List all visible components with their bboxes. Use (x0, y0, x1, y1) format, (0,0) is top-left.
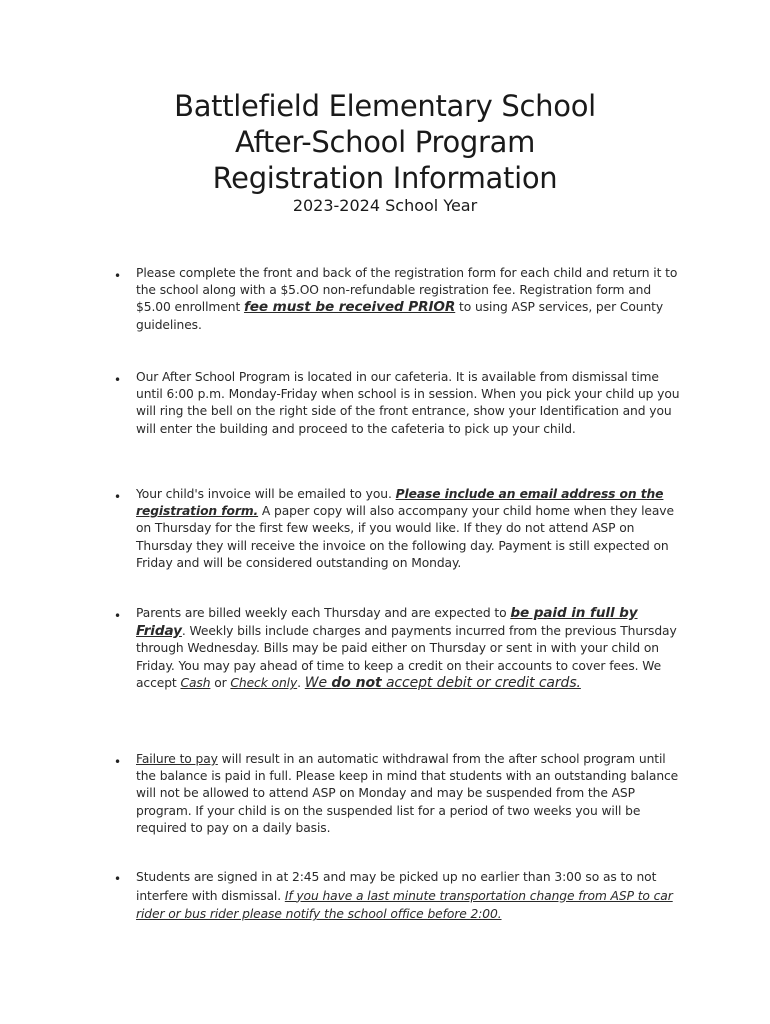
emphasis-fee-prior: fee must be received PRIOR (243, 299, 456, 316)
emphasis-email: Please include an email address on the registration form. (136, 487, 664, 519)
bullet-icon: • (114, 872, 122, 886)
school-name: Battlefield Elementary School (174, 89, 596, 123)
list-item-text: Students are signed in at 2:45 and may be picked up no earlier than 3:00 so as to not interfere with dismissal. If you have a last minute transportation change from ASP to car rider or bus rider please notify the school office before 2:00. (136, 870, 673, 921)
emphasis-transportation-change: If you have a last minute transportation change from ASP to car rider or bus rider please notify the school office before 2:00. (136, 888, 673, 921)
list-item-text: Parents are billed weekly each Thursday and are expected to be paid in full by Friday. Weekly bills include charges and payments incurred from the previous Thursday through Wednesday. Bills may be paid either on Thursday or sent in with your child on Friday. You may pay ahead of time to keep a credit on their accounts to cover fees. We accept Cash or Check only. We do not accept debit or credit cards. (136, 605, 677, 692)
program-name: After-School Program (234, 125, 536, 159)
list-item-text: Your child's invoice will be emailed to you. Please include an email address on the registration form. A paper copy will also accompany your child home when they leave on Thursday for the first few weeks, if you would like. If they do not attend ASP on Thursday they will receive the invoice on the following day. Payment is still expected on Friday and will be considered outstanding on Monday. (136, 487, 674, 570)
emphasis-failure-to-pay: Failure to pay (136, 752, 218, 766)
document-header (0, 88, 770, 216)
payment-cash: Cash (180, 676, 211, 691)
list-item-text: Failure to pay will result in an automatic withdrawal from the after school program until the balance is paid in full. Please keep in mind that students with an outstanding balance will not be allowed to attend ASP on Monday and may be suspended from the ASP program. If your child is on the suspended list for a period of two weeks you will be required to pay on a daily basis. (136, 752, 679, 835)
bullet-icon: • (114, 373, 122, 387)
list-item-text: Our After School Program is located in our cafeteria. It is available from dismissal time until 6:00 p.m. Monday-Friday when school is in session. When you pick your child up you will ring the bell on the right side of the front entrance, show your Identification and you will enter the building and proceed to the cafeteria to pick up your child. (136, 370, 680, 436)
document-title: Registration Information (212, 161, 558, 195)
bullet-icon: • (114, 269, 122, 283)
school-year: 2023-2024 School Year (292, 196, 478, 215)
bullet-icon: • (114, 755, 122, 769)
bullet-icon: • (114, 609, 122, 623)
payment-check: Check only (230, 676, 298, 691)
bullet-icon: • (114, 490, 122, 504)
list-item-text: Please complete the front and back of the registration form for each child and return it to the school along with a $5.OO non-refundable registration fee. Registration form and $5.00 enrollment fee must be received PRIOR to using ASP services, per County guidelines. (136, 266, 678, 332)
emphasis-do-not: do not (331, 675, 382, 692)
emphasis-paid-friday: be paid in full by Friday (136, 605, 638, 639)
